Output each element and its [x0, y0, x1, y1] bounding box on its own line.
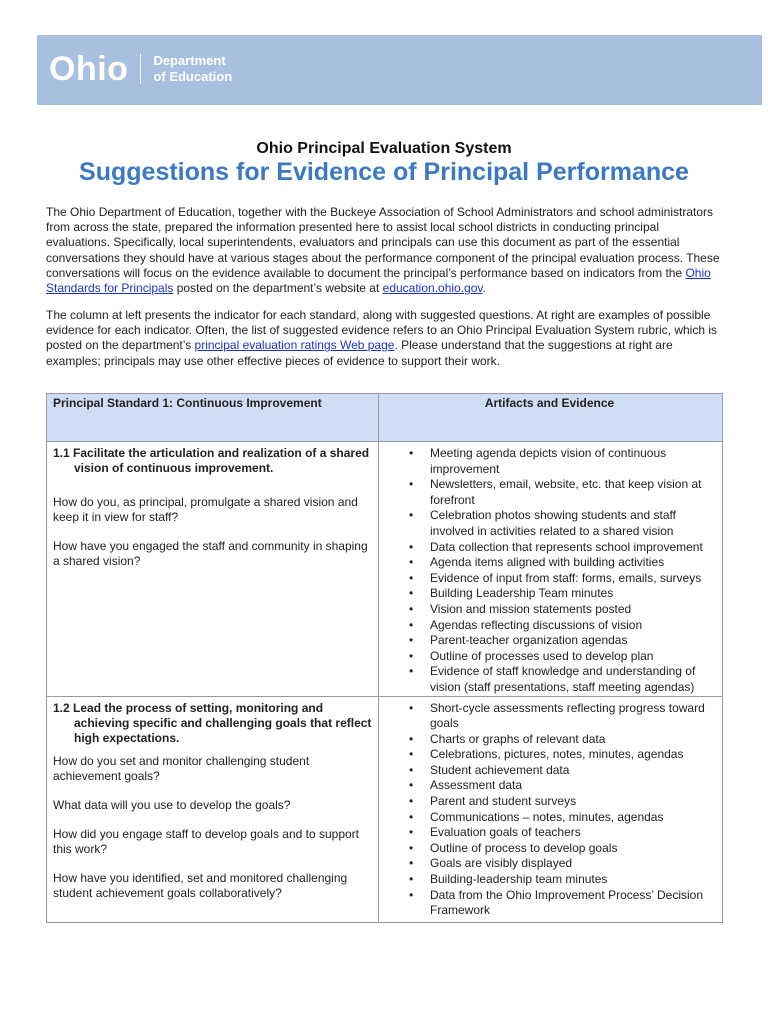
intro-p1-text: The Ohio Department of Education, together with the Buckeye Association of School Administrators and school administrators from across the state, prepared the information presented here to assist local school districts in conducting principal evaluations. Specifically, local superintendents, evaluators and principals can use this document as part of the essential conversations they should have at various stages about the performance component of the principal evaluation process. These conversations will focus on the evidence available to document the principal’s performance based on indicators from the: [46, 205, 720, 280]
question-text: How have you engaged the staff and community in shaping a shared vision?: [53, 539, 368, 568]
department-name: [153, 53, 232, 85]
list-item: • Short-cycle assessments reflecting progress toward goals: [383, 701, 716, 732]
list-item: • Parent-teacher organization agendas: [383, 633, 716, 649]
question-text: How have you identified, set and monitored challenging student achievement goals collaboratively?: [53, 870, 348, 900]
ratings-web-page-link[interactable]: principal evaluation ratings Web page: [194, 338, 395, 353]
question-text: What data will you use to develop the goals?: [53, 797, 291, 812]
question-text: How did you engage staff to develop goals and to support this work?: [53, 826, 359, 856]
list-item: • Charts or graphs of relevant data: [383, 732, 716, 748]
ohio-logo-wordmark: Ohio: [49, 50, 129, 88]
header-banner: [37, 35, 762, 105]
list-item: • Data collection that represents school improvement: [383, 540, 716, 556]
table-row: [47, 696, 723, 922]
department-line-1: Department: [153, 53, 226, 68]
evidence-cell: [379, 442, 723, 697]
question-text: How do you set and monitor challenging student achievement goals?: [53, 753, 310, 783]
document-title: Suggestions for Evidence of Principal Performance: [79, 158, 689, 186]
list-item: • Agenda items aligned with building activities: [383, 555, 716, 571]
list-item: • Assessment data: [383, 778, 716, 794]
indicator-text: 1.1 Facilitate the articulation and realization of a shared vision of continuous improvement.: [53, 446, 370, 475]
list-item: • Vision and mission statements posted: [383, 602, 716, 618]
list-item: • Building-leadership team minutes: [383, 872, 716, 888]
list-item: • Parent and student surveys: [383, 794, 716, 810]
indicator-cell: [47, 442, 379, 697]
list-item: • Evidence of input from staff: forms, emails, surveys: [383, 571, 716, 587]
indicator-cell: [47, 696, 379, 922]
intro-paragraph-1: [46, 205, 726, 296]
ohio-education-logo: [49, 49, 232, 89]
intro-p2-after: . Please understand that the suggestions at right are examples; principals may use other effective pieces of evidence to support their work.: [46, 338, 673, 368]
education-ohio-gov-link[interactable]: education.ohio.gov: [382, 281, 483, 296]
list-item: • Agendas reflecting discussions of vision: [383, 618, 716, 634]
evidence-list: [383, 446, 716, 696]
logo-divider: [140, 54, 141, 84]
list-item: • Evaluation goals of teachers: [383, 825, 716, 841]
list-item: • Newsletters, email, website, etc. that keep vision at forefront: [383, 477, 716, 508]
list-item: • Meeting agenda depicts vision of continuous improvement: [383, 446, 716, 477]
evidence-cell: [379, 696, 723, 922]
list-item: • Data from the Ohio Improvement Process’ Decision Framework: [383, 888, 716, 919]
question-text: How do you, as principal, promulgate a shared vision and keep it in view for staff?: [53, 495, 358, 524]
artifacts-header: Artifacts and Evidence: [379, 394, 723, 442]
department-line-2: of Education: [153, 69, 233, 84]
list-item: • Celebrations, pictures, notes, minutes, agendas: [383, 747, 716, 763]
list-item: • Outline of process to develop goals: [383, 841, 716, 857]
intro-paragraph-2: [46, 308, 726, 369]
table-row: [47, 442, 723, 697]
evidence-list: [383, 701, 716, 919]
evidence-table: [46, 393, 723, 923]
intro-p1-end: .: [482, 281, 486, 296]
list-item: • Communications – notes, minutes, agendas: [383, 810, 716, 826]
indicator-text: 1.2 Lead the process of setting, monitoring and achieving specific and challenging goals that reflect high expectations.: [53, 700, 372, 745]
list-item: • Goals are visibly displayed: [383, 856, 716, 872]
standard-header: Principal Standard 1: Continuous Improvement: [47, 394, 379, 442]
intro-p1-mid: posted on the department’s website at: [173, 281, 383, 296]
table-header-row: [47, 394, 723, 442]
document-subtitle: Ohio Principal Evaluation System: [256, 140, 512, 157]
list-item: • Celebration photos showing students and staff involved in activities related to a shared vision: [383, 508, 716, 539]
ohio-standards-link[interactable]: Ohio Standards for Principals: [46, 265, 711, 296]
list-item: • Evidence of staff knowledge and understanding of vision (staff presentations, staff meeting agendas): [383, 664, 716, 695]
list-item: • Building Leadership Team minutes: [383, 586, 716, 602]
list-item: • Student achievement data: [383, 763, 716, 779]
intro-p2-text: The column at left presents the indicator for each standard, along with suggested questions. At right are examples of possible evidence for each indicator. Often, the list of suggested evidence refers to an Ohio Principal Evaluation System rubric, which is posted on the department’s: [46, 308, 718, 353]
list-item: • Outline of processes used to develop plan: [383, 649, 716, 665]
